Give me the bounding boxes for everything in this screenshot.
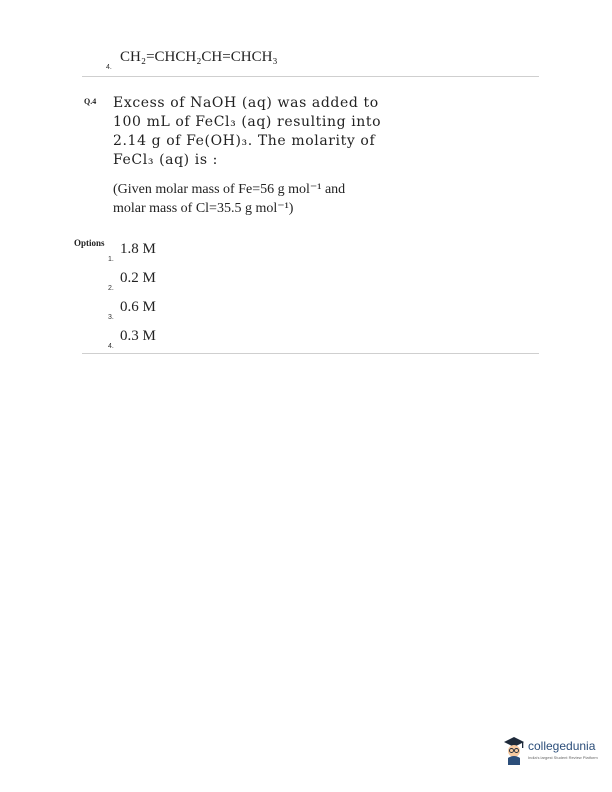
- option-1-text[interactable]: 1.8 M: [120, 241, 156, 257]
- question-line-1: Excess of NaOH (aq) was added to: [113, 95, 379, 111]
- prev-option-number: 4.: [106, 64, 112, 71]
- option-2-text[interactable]: 0.2 M: [120, 270, 156, 286]
- question-line-4: FeCl₃ (aq) is :: [113, 152, 218, 168]
- option-number: 1.: [108, 256, 114, 263]
- option-number: 3.: [108, 314, 114, 321]
- given-line-2: molar mass of Cl=35.5 g mol⁻¹): [113, 201, 294, 216]
- option-3-text[interactable]: 0.6 M: [120, 299, 156, 315]
- option-4-text[interactable]: 0.3 M: [120, 328, 156, 344]
- given-line-1: (Given molar mass of Fe=56 g mol⁻¹ and: [113, 182, 346, 197]
- collegedunia-logo: [502, 736, 612, 776]
- divider-top: [82, 76, 539, 77]
- option-number: 4.: [108, 343, 114, 350]
- prev-option-formula: CH₂=CHCH₂CH=CHCH₃: [120, 49, 278, 65]
- question-text: [113, 94, 413, 170]
- given-data: [113, 180, 423, 218]
- graduate-mascot-icon: [502, 736, 526, 766]
- question-line-3: 2.14 g of Fe(OH)₃. The molarity of: [113, 133, 376, 149]
- question-line-2: 100 mL of FeCl₃ (aq) resulting into: [113, 114, 382, 130]
- options-label: Options: [74, 238, 105, 248]
- logo-wordmark: collegedunia: [528, 739, 596, 753]
- logo-tagline: India's largest Student Review Platform: [528, 755, 598, 760]
- divider-bottom: [82, 353, 539, 354]
- option-number: 2.: [108, 285, 114, 292]
- question-label: Q.4: [84, 97, 97, 106]
